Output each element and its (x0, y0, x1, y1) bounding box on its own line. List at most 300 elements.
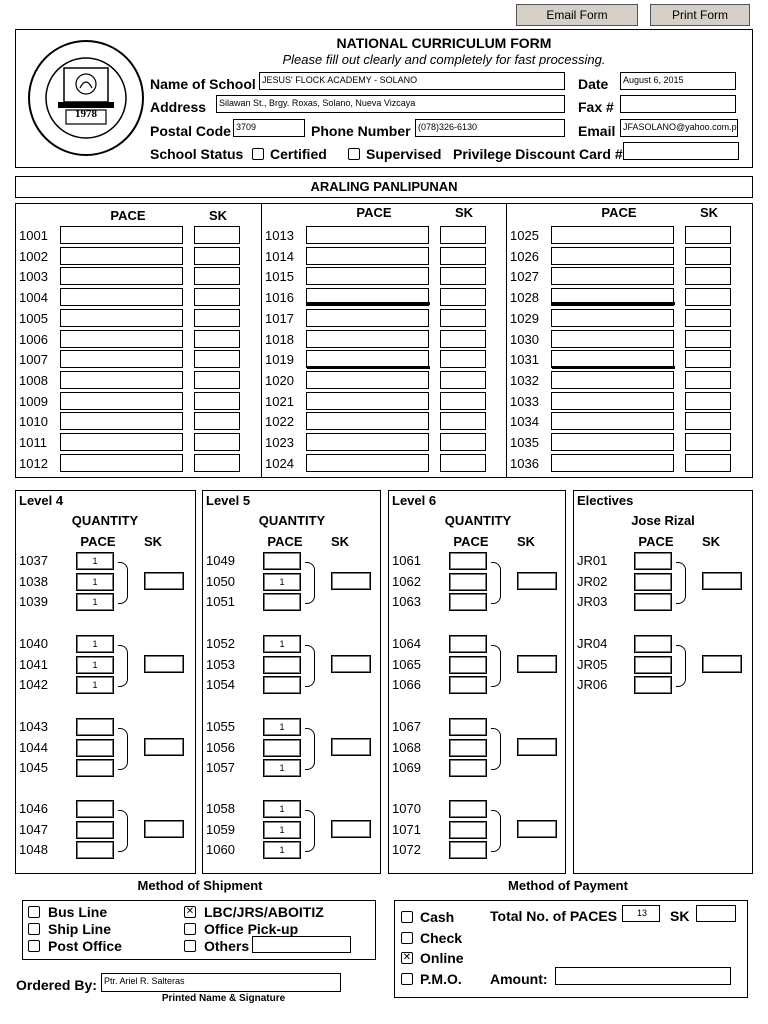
school-name-label: Name of School (150, 76, 256, 92)
pace-number: 1033 (510, 393, 539, 409)
sk-field[interactable] (194, 288, 240, 306)
shipment-option-label: Ship Line (48, 921, 111, 937)
group-sk-field[interactable] (331, 820, 371, 838)
level-pace-number: JR05 (577, 656, 608, 672)
email-label: Email (578, 123, 616, 139)
pace-field[interactable] (306, 433, 429, 451)
level-pace-number: 1059 (206, 821, 235, 837)
pace-number: 1017 (265, 310, 294, 326)
shipment-option-label: Bus Line (48, 904, 108, 920)
quantity-field[interactable] (76, 759, 114, 777)
address-field[interactable]: Silawan St., Brgy. Roxas, Solano, Nueva Vizcaya (216, 95, 565, 113)
group-brace (305, 810, 315, 852)
level-pace-number: 1062 (392, 573, 421, 589)
quantity-field[interactable] (449, 821, 487, 839)
pace-number: 1007 (19, 352, 48, 368)
sk-field[interactable] (440, 371, 486, 389)
row-separator (307, 366, 430, 369)
pace-field[interactable] (551, 371, 674, 389)
sk-field[interactable] (440, 433, 486, 451)
quantity-field[interactable]: 1 (263, 800, 301, 818)
quantity-field[interactable] (263, 739, 301, 757)
sk-total-field[interactable] (696, 905, 736, 922)
pace-field[interactable] (60, 412, 183, 430)
pace-number: 1001 (19, 228, 48, 243)
quantity-field[interactable] (449, 552, 487, 570)
level-pace-number: 1052 (206, 636, 235, 651)
group-brace (305, 645, 315, 687)
pace-number: 1029 (510, 310, 539, 326)
pace-field[interactable] (60, 330, 183, 348)
pace-field[interactable] (306, 412, 429, 430)
pace-field[interactable] (60, 226, 183, 244)
quantity-field[interactable]: 1 (76, 635, 114, 653)
quantity-field[interactable] (76, 800, 114, 818)
sk-field[interactable] (685, 247, 731, 265)
quantity-field[interactable] (449, 759, 487, 777)
column-divider (261, 203, 262, 478)
shipment-option-label: Office Pick-up (204, 921, 299, 937)
level-subtitle: QUANTITY (258, 513, 326, 528)
pace-field[interactable] (306, 330, 429, 348)
payment-checkbox[interactable] (401, 932, 413, 944)
group-sk-field[interactable] (331, 572, 371, 590)
pace-number: 1031 (510, 352, 539, 368)
email-form-button[interactable]: Email Form (516, 4, 638, 26)
pace-field[interactable] (306, 392, 429, 410)
shipment-checkbox[interactable] (28, 906, 40, 918)
pace-number: 1012 (19, 455, 48, 471)
pace-number: 1020 (265, 372, 294, 388)
quantity-field[interactable]: 1 (263, 821, 301, 839)
pace-number: 1015 (265, 269, 294, 285)
sk-field[interactable] (685, 433, 731, 451)
pace-number: 1008 (19, 372, 48, 388)
quantity-field[interactable]: 1 (76, 593, 114, 611)
sk-field[interactable] (440, 350, 486, 368)
pace-field[interactable] (60, 288, 183, 306)
payment-option-label: Cash (420, 909, 455, 925)
others-field[interactable] (252, 936, 351, 953)
pace-number: 1035 (510, 435, 539, 450)
pace-number: 1026 (510, 248, 539, 264)
pace-field[interactable] (60, 309, 183, 327)
group-sk-field[interactable] (517, 738, 557, 756)
quantity-field[interactable] (263, 593, 301, 611)
group-brace (491, 562, 501, 604)
level-pace-number: 1049 (206, 553, 235, 568)
supervised-label: Supervised (366, 146, 442, 162)
level-subtitle: QUANTITY (71, 513, 139, 528)
quantity-field[interactable]: 1 (76, 573, 114, 591)
pace-number: 1032 (510, 372, 539, 388)
sk-field[interactable] (685, 288, 731, 306)
pace-field[interactable] (306, 226, 429, 244)
pace-number: 1013 (265, 228, 294, 243)
level-pace-number: 1045 (19, 760, 48, 775)
amount-field[interactable] (555, 967, 731, 985)
payment-option-label: Online (420, 950, 464, 966)
quantity-field[interactable] (76, 821, 114, 839)
postal-code-field[interactable]: 3709 (233, 119, 305, 137)
school-seal-logo (26, 38, 146, 158)
sk-field[interactable] (440, 288, 486, 306)
level-pace-number: JR04 (577, 636, 608, 651)
pace-field[interactable] (551, 309, 674, 327)
level-pace-number: 1041 (19, 656, 48, 672)
sk-field[interactable] (194, 350, 240, 368)
shipment-checkbox[interactable] (184, 923, 196, 935)
sk-field[interactable] (194, 247, 240, 265)
pace-number: 1028 (510, 290, 539, 306)
level-pace-number: 1065 (392, 656, 421, 672)
group-sk-field[interactable] (702, 572, 742, 590)
sk-field[interactable] (685, 226, 731, 244)
group-sk-field[interactable] (144, 820, 184, 838)
group-brace (491, 645, 501, 687)
pace-number: 1005 (19, 310, 48, 326)
quantity-field[interactable] (449, 573, 487, 591)
pace-field[interactable] (60, 350, 183, 368)
pace-field[interactable] (306, 267, 429, 285)
row-separator (552, 366, 675, 369)
sk-field[interactable] (194, 330, 240, 348)
sk-field[interactable] (194, 454, 240, 472)
level-pace-number: 1047 (19, 821, 48, 837)
sk-field[interactable] (685, 350, 731, 368)
level-pace-number: 1039 (19, 594, 48, 609)
level-pace-number: 1057 (206, 760, 235, 775)
shipment-option-label: Others (204, 938, 250, 954)
school-name-field[interactable]: JESUS' FLOCK ACADEMY - SOLANO (259, 72, 565, 90)
quantity-field[interactable] (449, 656, 487, 674)
pace-header: PACE (80, 534, 116, 549)
level-pace-number: JR06 (577, 677, 608, 692)
pace-number: 1006 (19, 331, 48, 347)
pace-number: 1021 (265, 393, 294, 409)
group-sk-field[interactable] (331, 655, 371, 673)
sk-field[interactable] (194, 412, 240, 430)
shipment-option-label: LBC/JRS/ABOITIZ (204, 904, 324, 920)
sk-header: SK (699, 205, 719, 220)
pace-header: PACE (638, 534, 674, 549)
level-subtitle: Jose Rizal (631, 513, 695, 528)
level-pace-number: 1061 (392, 553, 421, 568)
sk-field[interactable] (194, 226, 240, 244)
group-brace (491, 728, 501, 770)
pace-number: 1009 (19, 393, 48, 409)
sk-field[interactable] (685, 309, 731, 327)
level-pace-number: 1050 (206, 573, 235, 589)
pace-field[interactable] (306, 247, 429, 265)
level-title: Level 5 (206, 493, 251, 508)
sk-total-label: SK (670, 908, 690, 924)
pace-number: 1010 (19, 414, 48, 430)
pace-number: 1022 (265, 414, 294, 430)
group-sk-field[interactable] (702, 655, 742, 673)
pace-field[interactable] (551, 454, 674, 472)
payment-checkbox[interactable] (401, 911, 413, 923)
shipment-checkbox[interactable] (28, 923, 40, 935)
quantity-field[interactable] (263, 656, 301, 674)
quantity-field[interactable] (449, 635, 487, 653)
quantity-field[interactable]: 1 (263, 759, 301, 777)
group-brace (118, 728, 128, 770)
pace-number: 1016 (265, 290, 294, 306)
level-pace-number: 1056 (206, 739, 235, 755)
pace-header: PACE (110, 208, 146, 223)
quantity-field[interactable]: 1 (76, 656, 114, 674)
level-pace-number: 1072 (392, 842, 421, 857)
address-label: Address (150, 99, 207, 115)
total-paces-label: Total No. of PACES (490, 908, 618, 924)
pace-field[interactable] (60, 371, 183, 389)
pace-field[interactable] (306, 309, 429, 327)
payment-option-label: Check (420, 929, 463, 946)
level-pace-number: 1042 (19, 677, 48, 692)
date-label: Date (578, 76, 609, 92)
level-pace-number: 1067 (392, 719, 421, 734)
level-title: Level 4 (19, 493, 64, 508)
ordered-by-field[interactable]: Ptr. Ariel R. Salteras (101, 973, 341, 992)
print-form-button[interactable]: Print Form (650, 4, 750, 26)
quantity-field[interactable] (263, 676, 301, 694)
certified-label: Certified (270, 146, 327, 162)
quantity-field[interactable] (76, 739, 114, 757)
sk-header: SK (701, 534, 721, 549)
date-field[interactable]: August 6, 2015 (620, 72, 736, 90)
pace-number: 1004 (19, 290, 48, 306)
quantity-field[interactable] (634, 593, 672, 611)
sk-field[interactable] (194, 267, 240, 285)
pace-header: PACE (267, 534, 303, 549)
quantity-field[interactable] (449, 739, 487, 757)
pace-number: 1036 (510, 455, 539, 471)
group-brace (118, 810, 128, 852)
level-pace-number: 1038 (19, 573, 48, 589)
group-brace (118, 645, 128, 687)
phone-label: Phone Number (311, 123, 411, 139)
level-pace-number: 1051 (206, 594, 235, 609)
sk-header: SK (330, 534, 350, 549)
level-pace-number: 1064 (392, 636, 421, 651)
level-pace-number: 1069 (392, 760, 421, 775)
row-separator (552, 302, 675, 305)
pace-number: 1023 (265, 435, 294, 450)
shipment-option-label: Post Office (48, 938, 122, 954)
email-field[interactable]: JFASOLANO@yahoo.com.p (620, 119, 738, 137)
quantity-field[interactable] (634, 635, 672, 653)
sk-field[interactable] (685, 454, 731, 472)
ordered-by-label: Ordered By: (16, 977, 97, 993)
quantity-field[interactable] (449, 593, 487, 611)
pace-field[interactable] (551, 330, 674, 348)
level-subtitle: QUANTITY (444, 513, 512, 528)
sk-field[interactable] (685, 371, 731, 389)
pace-header: PACE (356, 205, 392, 220)
quantity-field[interactable] (449, 676, 487, 694)
level-pace-number: 1055 (206, 719, 235, 734)
group-sk-field[interactable] (144, 572, 184, 590)
sk-header: SK (208, 208, 228, 223)
pace-field[interactable] (551, 392, 674, 410)
sk-field[interactable] (685, 412, 731, 430)
pace-field[interactable] (551, 412, 674, 430)
sk-field[interactable] (194, 371, 240, 389)
quantity-field[interactable] (634, 676, 672, 694)
level-pace-number: 1044 (19, 739, 48, 755)
level-pace-number: 1040 (19, 636, 48, 651)
form-subtitle: Please fill out clearly and completely for fast processing. (282, 52, 606, 67)
sk-field[interactable] (440, 330, 486, 348)
pace-header: PACE (601, 205, 637, 220)
group-brace (491, 810, 501, 852)
sk-field[interactable] (440, 226, 486, 244)
pace-field[interactable] (551, 433, 674, 451)
pace-number: 1019 (265, 352, 294, 368)
sk-field[interactable] (440, 392, 486, 410)
sk-field[interactable] (440, 267, 486, 285)
shipment-checkbox[interactable] (184, 940, 196, 952)
row-separator (307, 302, 430, 305)
group-sk-field[interactable] (517, 820, 557, 838)
level-pace-number: 1037 (19, 553, 48, 568)
amount-label: Amount: (490, 971, 548, 987)
sk-field[interactable] (440, 454, 486, 472)
quantity-field[interactable]: 1 (76, 676, 114, 694)
quantity-field[interactable]: 1 (263, 841, 301, 859)
total-paces-field[interactable]: 13 (622, 905, 660, 922)
level-pace-number: 1060 (206, 842, 235, 857)
level-pace-number: 1058 (206, 801, 235, 816)
shipment-checkbox[interactable] (28, 940, 40, 952)
group-brace (305, 562, 315, 604)
pace-number: 1018 (265, 331, 294, 347)
pace-number: 1024 (265, 455, 294, 471)
pace-field[interactable] (60, 392, 183, 410)
pace-number: 1011 (19, 435, 47, 450)
supervised-checkbox[interactable] (348, 148, 360, 160)
sk-field[interactable] (440, 412, 486, 430)
sk-field[interactable] (194, 392, 240, 410)
quantity-field[interactable]: 1 (263, 573, 301, 591)
pace-field[interactable] (306, 454, 429, 472)
group-brace (118, 562, 128, 604)
postal-code-label: Postal Code (150, 123, 231, 139)
pace-field[interactable] (60, 267, 183, 285)
group-brace (676, 562, 686, 604)
shipment-title: Method of Shipment (137, 878, 263, 893)
group-sk-field[interactable] (517, 655, 557, 673)
payment-option-label: P.M.O. (420, 970, 462, 987)
seal-year: 1978 (75, 108, 97, 120)
level-title: Electives (577, 493, 634, 508)
pace-number: 1002 (19, 248, 48, 264)
level-pace-number: JR02 (577, 573, 608, 589)
pace-field[interactable] (60, 247, 183, 265)
group-sk-field[interactable] (144, 738, 184, 756)
group-brace (305, 728, 315, 770)
subject-title: ARALING PANLIPUNAN (310, 179, 458, 194)
pace-number: 1003 (19, 269, 48, 285)
sk-field[interactable] (440, 309, 486, 327)
pace-number: 1014 (265, 248, 294, 264)
sk-header: SK (516, 534, 536, 549)
sk-field[interactable] (194, 433, 240, 451)
payment-title: Method of Payment (508, 878, 628, 893)
sk-header: SK (143, 534, 163, 549)
signature-caption: Printed Name & Signature (161, 993, 286, 1004)
sk-field[interactable] (440, 247, 486, 265)
level-pace-number: 1068 (392, 739, 421, 755)
fax-label: Fax # (578, 99, 614, 115)
group-sk-field[interactable] (331, 738, 371, 756)
level-pace-number: 1053 (206, 656, 235, 672)
payment-checkbox[interactable]: ✕ (402, 952, 412, 963)
quantity-field[interactable]: 1 (263, 718, 301, 736)
payment-checkbox[interactable] (401, 973, 413, 985)
quantity-field[interactable] (263, 552, 301, 570)
fax-field[interactable] (620, 95, 736, 113)
quantity-field[interactable]: 1 (76, 552, 114, 570)
quantity-field[interactable] (449, 718, 487, 736)
level-title: Level 6 (392, 493, 437, 508)
school-status-label: School Status (150, 146, 244, 162)
quantity-field[interactable]: 1 (263, 635, 301, 653)
pace-field[interactable] (551, 226, 674, 244)
sk-header: SK (454, 205, 474, 220)
level-pace-number: 1048 (19, 842, 48, 857)
shipment-checkbox[interactable]: ✕ (185, 906, 195, 917)
privilege-card-label: Privilege Discount Card # (453, 146, 623, 162)
quantity-field[interactable] (76, 718, 114, 736)
level-pace-number: 1054 (206, 677, 235, 692)
form-title: NATIONAL CURRICULUM FORM (336, 35, 552, 51)
pace-header: PACE (453, 534, 489, 549)
certified-checkbox[interactable] (252, 148, 264, 160)
quantity-field[interactable] (449, 841, 487, 859)
level-pace-number: 1046 (19, 801, 48, 816)
quantity-field[interactable] (76, 841, 114, 859)
pace-field[interactable] (551, 247, 674, 265)
group-sk-field[interactable] (517, 572, 557, 590)
sk-field[interactable] (194, 309, 240, 327)
level-pace-number: 1043 (19, 719, 48, 734)
level-pace-number: 1066 (392, 677, 421, 692)
pace-number: 1025 (510, 228, 539, 243)
pace-field[interactable] (60, 433, 183, 451)
column-divider (506, 203, 507, 478)
group-brace (676, 645, 686, 687)
privilege-card-field[interactable] (623, 142, 739, 160)
quantity-field[interactable] (634, 573, 672, 591)
quantity-field[interactable] (449, 800, 487, 818)
sk-field[interactable] (685, 330, 731, 348)
phone-field[interactable]: (078)326-6130 (415, 119, 565, 137)
pace-number: 1030 (510, 331, 539, 347)
pace-number: 1027 (510, 269, 539, 285)
quantity-field[interactable] (634, 552, 672, 570)
pace-field[interactable] (551, 267, 674, 285)
level-pace-number: 1070 (392, 801, 421, 816)
quantity-field[interactable] (634, 656, 672, 674)
pace-field[interactable] (60, 454, 183, 472)
sk-field[interactable] (685, 267, 731, 285)
level-pace-number: JR01 (577, 553, 608, 568)
group-sk-field[interactable] (144, 655, 184, 673)
sk-field[interactable] (685, 392, 731, 410)
pace-field[interactable] (306, 371, 429, 389)
